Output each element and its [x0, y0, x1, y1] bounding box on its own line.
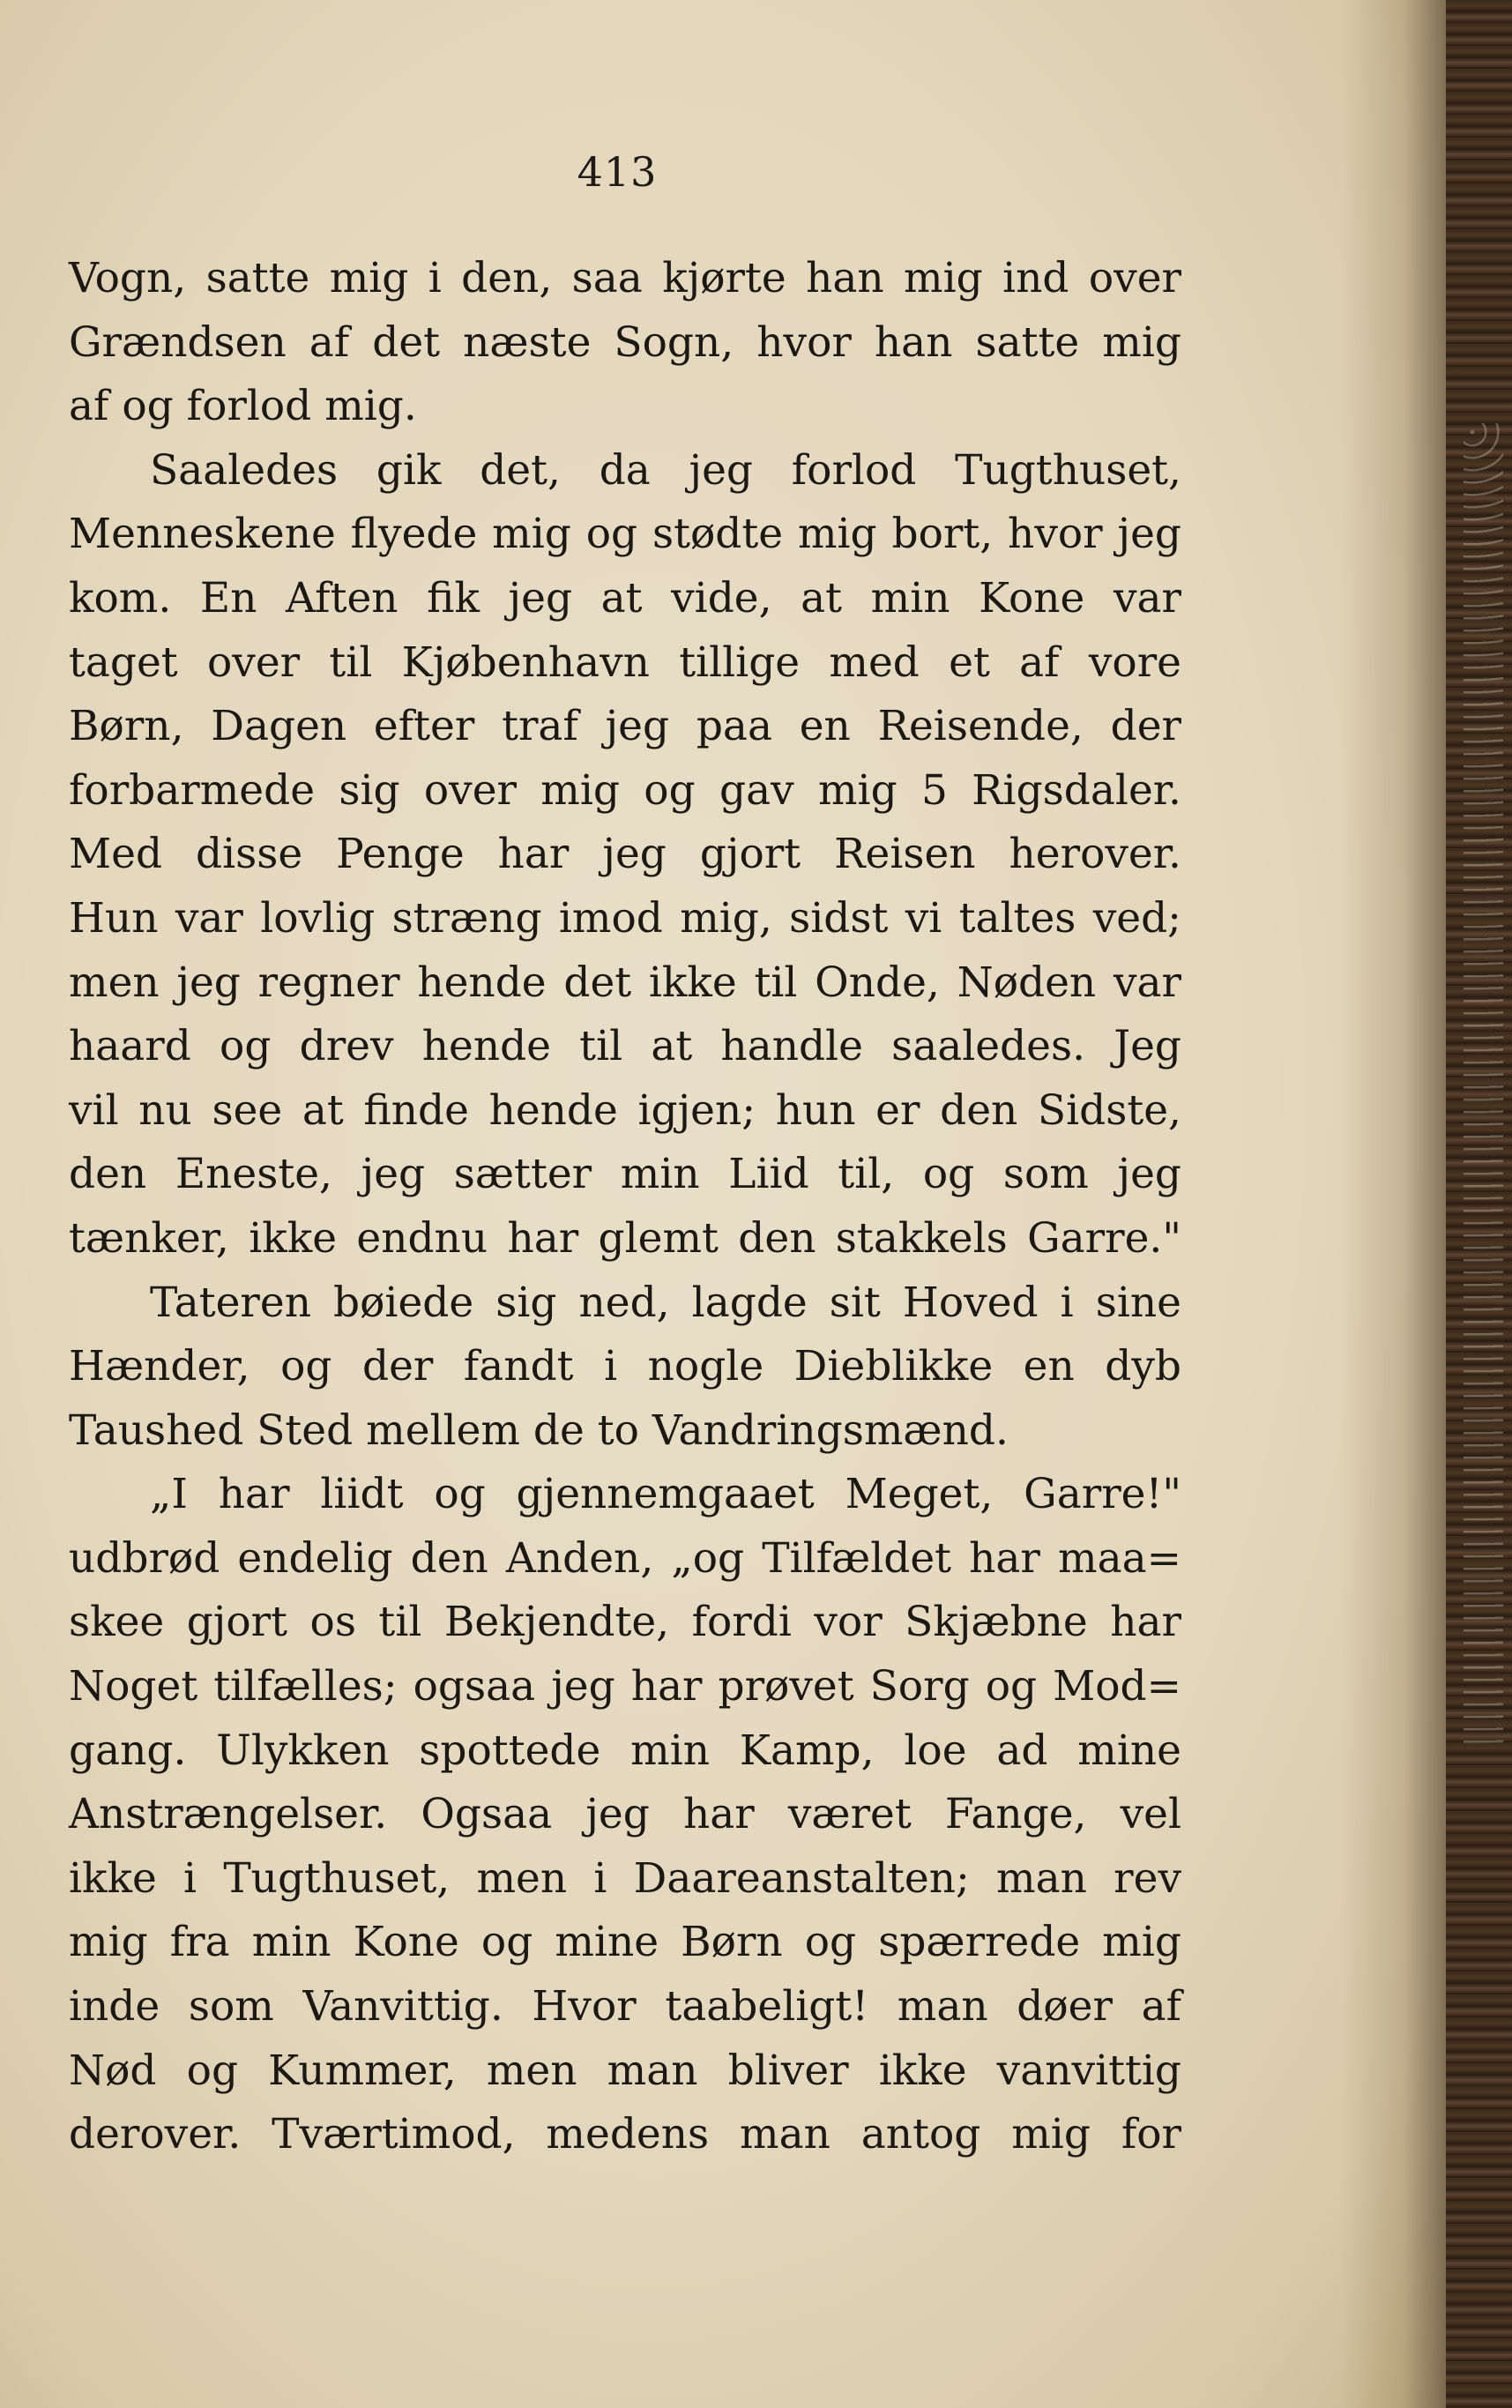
text-line: men jeg regner hende det ikke til Onde, Nøden var: [69, 958, 1181, 1007]
text-line: udbrød endelig den Anden, „og Tilfældet har maa=: [69, 1533, 1181, 1583]
text-line: Anstrængelser. Ogsaa jeg har været Fange, vel: [69, 1790, 1181, 1839]
text-line: af og forlod mig.: [69, 382, 417, 431]
text-line: den Eneste, jeg sætter min Liid til, og som jeg: [69, 1150, 1181, 1199]
text-line: vil nu see at finde hende igjen; hun er den Sidste,: [69, 1085, 1181, 1135]
text-line: Nød og Kummer, men man bliver ikke vanvittig: [69, 2046, 1181, 2095]
text-line: Menneskene flyede mig og stødte mig bort, hvor jeg: [69, 510, 1181, 559]
text-line: derover. Tværtimod, medens man antog mig for: [69, 2110, 1181, 2159]
text-line: Hænder, og der fandt i nogle Dieblikke en dyb: [69, 1342, 1181, 1391]
text-line: mig fra min Kone og mine Børn og spærrede mig: [69, 1918, 1181, 1967]
text-line: kom. En Aften fik jeg at vide, at min Kone var: [69, 573, 1181, 623]
body-text: [69, 247, 1181, 2167]
page-gutter-shadow: [1340, 0, 1446, 2408]
text-line: Saaledes gik det, da jeg forlod Tugthuset,: [150, 445, 1181, 495]
text-line: Med disse Penge har jeg gjort Reisen herover.: [69, 830, 1181, 879]
text-line: Tateren bøiede sig ned, lagde sit Hoved i sine: [150, 1278, 1181, 1327]
text-line: „I har liidt og gjennemgaaet Meget, Garre!": [150, 1470, 1181, 1519]
text-line: skee gjort os til Bekjendte, fordi vor Skjæbne har: [69, 1598, 1181, 1647]
text-line: Vogn, satte mig i den, saa kjørte han mig ind over: [69, 254, 1181, 302]
text-line: Grændsen af det næste Sogn, hvor han satte mig: [69, 317, 1181, 367]
text-line: Noget tilfælles; ogsaa jeg har prøvet Sorg og Mod=: [69, 1662, 1181, 1711]
text-line: inde som Vanvittig. Hvor taabeligt! man døer af: [69, 1982, 1181, 2032]
text-line: Børn, Dagen efter traf jeg paa en Reisende, der: [69, 702, 1181, 751]
text-line: forbarmede sig over mig og gav mig 5 Rigsdaler.: [69, 765, 1181, 815]
text-line: tænker, ikke endnu har glemt den stakkels Garre.": [69, 1213, 1181, 1263]
text-line: gang. Ulykken spottede min Kamp, loe ad mine: [69, 1726, 1181, 1775]
book-edge-speckle: [1464, 423, 1503, 1746]
text-line: taget over til Kjøbenhavn tillige med et af vore: [69, 637, 1181, 687]
page-number: 413: [577, 148, 658, 196]
text-line: ikke i Tugthuset, men i Daareanstalten; man rev: [69, 1853, 1181, 1903]
text-line: haard og drev hende til at handle saaledes. Jeg: [69, 1022, 1181, 1071]
text-line: Hun var lovlig stræng imod mig, sidst vi taltes ved;: [69, 893, 1181, 943]
text-line: Taushed Sted mellem de to Vandringsmænd.: [69, 1405, 1009, 1455]
